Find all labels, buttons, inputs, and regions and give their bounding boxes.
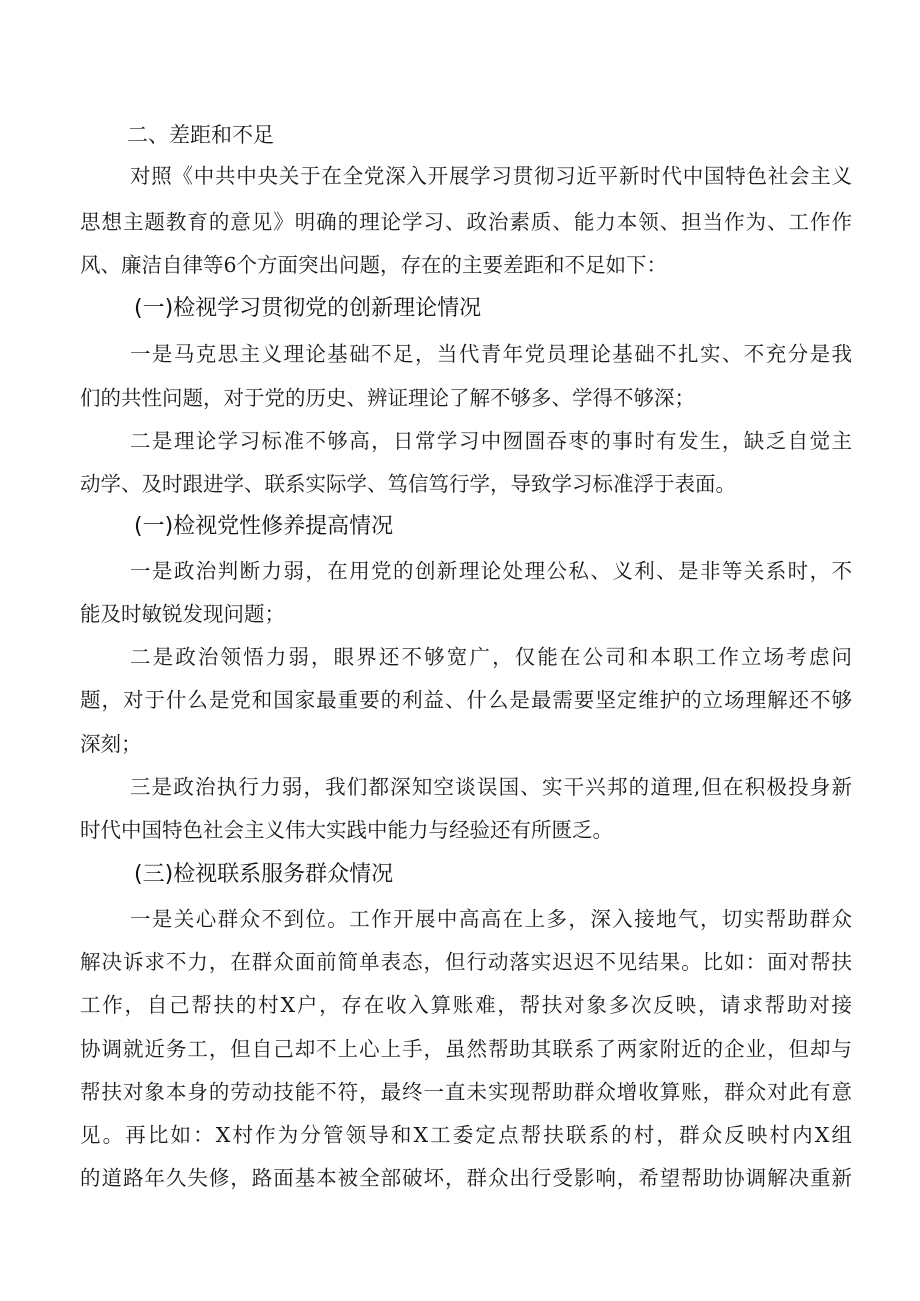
sub2-p1-line-1: 一是政治判断力弱，在用党的创新理论处理公私、义利、是非等关系时，不 (130, 559, 852, 583)
sub2-p2-line-3: 深刻； (80, 732, 142, 756)
sub3-p1-line-7: 的道路年久失修，路面基本被全部破坏，群众出行受影响，希望帮助协调解决重新 (80, 1166, 852, 1190)
sub1-p2-line-1: 二是理论学习标准不够高，日常学习中囫圄吞枣的事时有发生，缺乏自觉主 (130, 429, 852, 453)
sub1-p1-line-2: 们的共性问题，对于党的历史、辨证理论了解不够多、学得不够深； (80, 386, 695, 410)
intro-line-3: 风、廉洁自律等6个方面突出问题，存在的主要差距和不足如下： (80, 253, 668, 277)
sub2-p3-line-2: 时代中国特色社会主义伟大实践中能力与经验还有所匮乏。 (80, 818, 613, 842)
sub3-p1-line-4: 协调就近务工，但自己却不上心上手，虽然帮助其联系了两家附近的企业，但却与 (80, 1037, 852, 1061)
section-title: 二、差距和不足 (127, 123, 274, 147)
sub2-p1-line-2: 能及时敏锐发现问题； (80, 602, 285, 626)
sub2-p2-line-2: 题，对于什么是党和国家最重要的利益、什么是最需要坚定维护的立场理解还不够 (80, 688, 852, 712)
sub2-p2-line-1: 二是政治领悟力弱，眼界还不够宽广，仅能在公司和本职工作立场考虑问 (130, 645, 852, 669)
sub3-p1-line-5: 帮扶对象本身的劳动技能不符，最终一直未实现帮助群众增收算账，群众对此有意 (80, 1080, 852, 1104)
subsection-heading-3: (三)检视联系服务群众情况 (134, 862, 394, 887)
sub2-p3-line-1: 三是政治执行力弱，我们都深知空谈误国、实干兴邦的道理,但在积极投身新 (130, 775, 852, 799)
intro-line-1: 对照《中共中央关于在全党深入开展学习贯彻习近平新时代中国特色社会主义 (130, 164, 852, 188)
sub3-p1-line-6: 见。再比如：X村作为分管领导和X工委定点帮扶联系的村，群众反映村内X组 (80, 1123, 852, 1147)
sub1-p1-line-1: 一是马克思主义理论基础不足，当代青年党员理论基础不扎实、不充分是我 (130, 342, 852, 366)
sub3-p1-line-1: 一是关心群众不到位。工作开展中高高在上多，深入接地气，切实帮助群众 (130, 907, 852, 931)
sub3-p1-line-2: 解决诉求不力，在群众面前简单表态，但行动落实迟迟不见结果。比如：面对帮扶 (80, 950, 852, 974)
intro-line-2: 思想主题教育的意见》明确的理论学习、政治素质、能力本领、担当作为、工作作 (80, 210, 852, 234)
sub3-p1-line-3: 工作，自己帮扶的村X户，存在收入算账难，帮扶对象多次反映，请求帮助对接 (80, 993, 852, 1017)
sub1-p2-line-2: 动学、及时跟进学、联系实际学、笃信笃行学，导致学习标准浮于表面。 (80, 472, 736, 496)
subsection-heading-1: (一)检视学习贯彻党的创新理论情况 (134, 296, 482, 321)
subsection-heading-2: (一)检视党性修养提高情况 (134, 514, 394, 539)
